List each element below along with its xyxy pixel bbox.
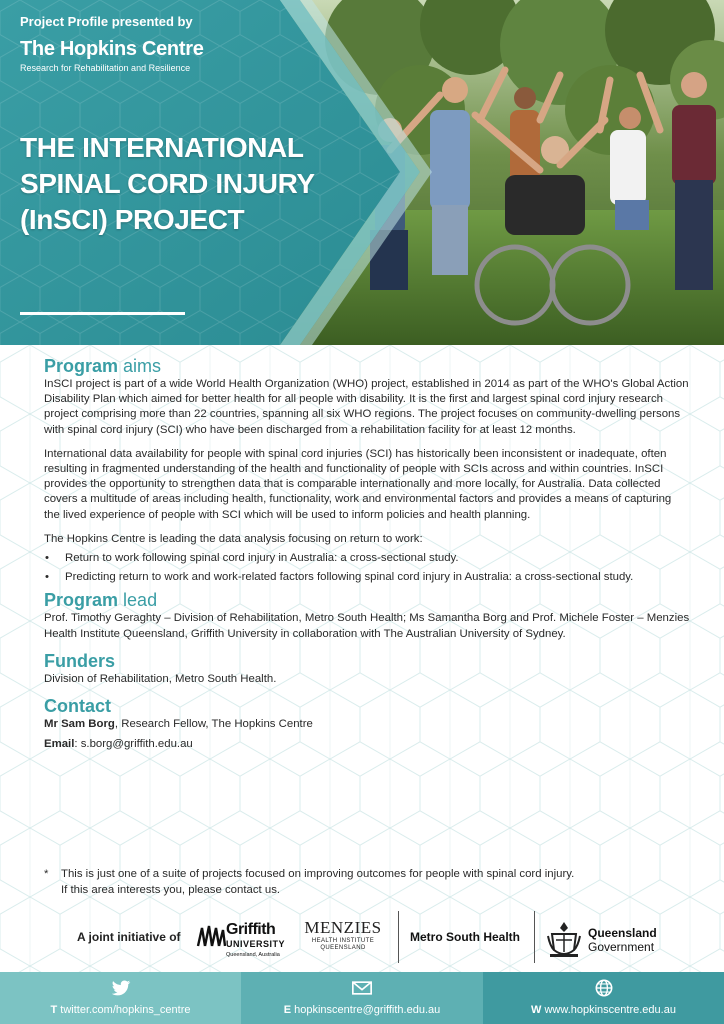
- griffith-name: Griffith: [226, 921, 276, 938]
- bullet-text: Predicting return to work and work-related factors following spinal cord injury in Australia: a cross-sectional study.: [65, 571, 634, 584]
- queensland-crest-icon: [546, 920, 582, 960]
- aims-bullet-list: [44, 551, 690, 585]
- logo-divider: [398, 911, 399, 963]
- menzies-name: MENZIES: [304, 918, 382, 937]
- qld-line-2: Government: [588, 940, 655, 954]
- metro-south-health-logo: Metro South Health: [410, 930, 520, 944]
- section-program-aims: [44, 355, 690, 585]
- logo-divider: [534, 911, 535, 963]
- web-prefix: W: [531, 1004, 542, 1016]
- qld-line-1: Queensland: [588, 926, 657, 940]
- footer-twitter[interactable]: [0, 972, 241, 1024]
- presented-by-label: Project Profile presented by: [20, 14, 193, 29]
- program-lead-text: Prof. Timothy Geraghty – Division of Rehabilitation, Metro South Health; Ms Samantha Borg and Prof. Michele Foster – Menzies Health Institute Queensland, Griffith University in collaboration with The Australian University of Sydney.: [44, 612, 690, 640]
- funders-heading: [44, 650, 690, 672]
- heading-light-part: aims: [123, 356, 162, 376]
- footer-email-address: hopkinscentre@griffith.edu.au: [291, 1004, 441, 1016]
- email-text: [241, 1004, 483, 1016]
- heading-bold-part: Program: [44, 356, 119, 376]
- bullet-text: Return to work following spinal cord injury in Australia: a cross-sectional study.: [65, 552, 459, 565]
- email-separator: :: [74, 738, 81, 751]
- title-line-2: SPINAL CORD INJURY: [20, 168, 315, 199]
- footnote-line-1: This is just one of a suite of projects focused on improving outcomes for people with spinal cord injury.: [61, 868, 575, 880]
- aims-paragraph-1: InSCI project is part of a wide World Health Organization (WHO) project, established in 2014 as part of the WHO's Global Action Disability Plan which aimed for better health for all people with disability. It is the first and largest spinal cord injury research project comprising more than 22 countries, spanning all six WHO regions. The project focuses on community-dwelling persons with spinal cord injury (SCI) who have been discharged from a rehabilitation facility for at least 12 months.: [44, 378, 689, 436]
- heading-bold-part: Contact: [44, 696, 111, 717]
- funders-text: Division of Rehabilitation, Metro South Health.: [44, 672, 277, 685]
- email-label: Email: [44, 738, 75, 751]
- griffith-university-logo: [196, 918, 288, 966]
- bullet-dot: •: [45, 552, 49, 565]
- web-text: [483, 1004, 724, 1016]
- title-underline: [20, 312, 185, 315]
- griffith-emblem-icon: [196, 924, 226, 950]
- twitter-prefix: T: [50, 1004, 58, 1016]
- heading-bold-part: Program: [44, 590, 119, 611]
- header-banner: [0, 0, 724, 345]
- footer-website[interactable]: [483, 972, 724, 1024]
- footnote-line-2: If this area interests you, please contact us.: [61, 884, 281, 896]
- menzies-sub-2: QUEENSLAND: [320, 945, 366, 951]
- bullet-dot: •: [45, 571, 49, 584]
- twitter-text: [0, 1004, 241, 1016]
- globe-icon: [594, 979, 614, 997]
- org-name: The Hopkins Centre: [20, 38, 204, 60]
- contact-name: Mr Sam Borg: [44, 718, 115, 731]
- twitter-handle: twitter.com/hopkins_centre: [57, 1004, 191, 1016]
- list-item: [44, 551, 690, 566]
- contact-heading: [44, 695, 690, 717]
- contact-role: , Research Fellow, The Hopkins Centre: [114, 718, 313, 731]
- griffith-sub: UNIVERSITY: [226, 939, 286, 949]
- program-aims-heading: [44, 355, 690, 377]
- section-contact: [44, 695, 690, 752]
- griffith-location: Queensland, Australia: [226, 952, 280, 958]
- org-tagline: Research for Rehabilitation and Resilience: [20, 63, 191, 73]
- footnote-asterisk: *: [44, 868, 49, 880]
- program-lead-heading: [44, 589, 690, 611]
- queensland-government-logo: [546, 918, 656, 964]
- joint-initiative-label: A joint initiative of: [77, 930, 181, 944]
- email-prefix: E: [283, 1004, 292, 1016]
- list-item: [44, 570, 690, 585]
- aims-paragraph-3: The Hopkins Centre is leading the data analysis focusing on return to work:: [44, 532, 423, 545]
- page-title: [20, 130, 360, 238]
- envelope-icon: [352, 979, 372, 997]
- title-line-1: THE INTERNATIONAL: [20, 132, 304, 163]
- section-program-lead: [44, 589, 690, 641]
- contact-footer: [0, 972, 724, 1024]
- contact-email-row: [44, 737, 690, 752]
- heading-bold-part: Funders: [44, 650, 116, 671]
- heading-light-part: lead: [123, 590, 158, 611]
- twitter-bird-icon: [111, 979, 131, 997]
- menzies-sub-1: HEALTH INSTITUTE: [311, 938, 375, 944]
- menzies-logo: [302, 918, 384, 952]
- footer-email[interactable]: [241, 972, 483, 1024]
- main-content: [44, 355, 690, 752]
- contact-email-link[interactable]: s.borg@griffith.edu.au: [80, 738, 193, 751]
- contact-person: [44, 717, 690, 732]
- title-line-3: (InSCI) PROJECT: [20, 204, 245, 235]
- footer-web-address: www.hopkinscentre.edu.au: [541, 1004, 676, 1016]
- section-funders: [44, 650, 690, 687]
- aims-paragraph-2: International data availability for people with spinal cord injuries (SCI) has historically been inconsistent or inadequate, often resulting in fragmented understanding of the health and functionality of people with SCIs across and within countries. InSCI provides the opportunity to strengthen data that is comparable internationally and more locally, for Australia. Data collected covers a multitude of areas including health, functionality, work and environmental factors and provides a means of capturing the lived experience of people with SCI which will be used to inform policies and health planning.: [44, 447, 672, 521]
- footnote: [44, 866, 684, 898]
- partner-logos: [0, 908, 724, 970]
